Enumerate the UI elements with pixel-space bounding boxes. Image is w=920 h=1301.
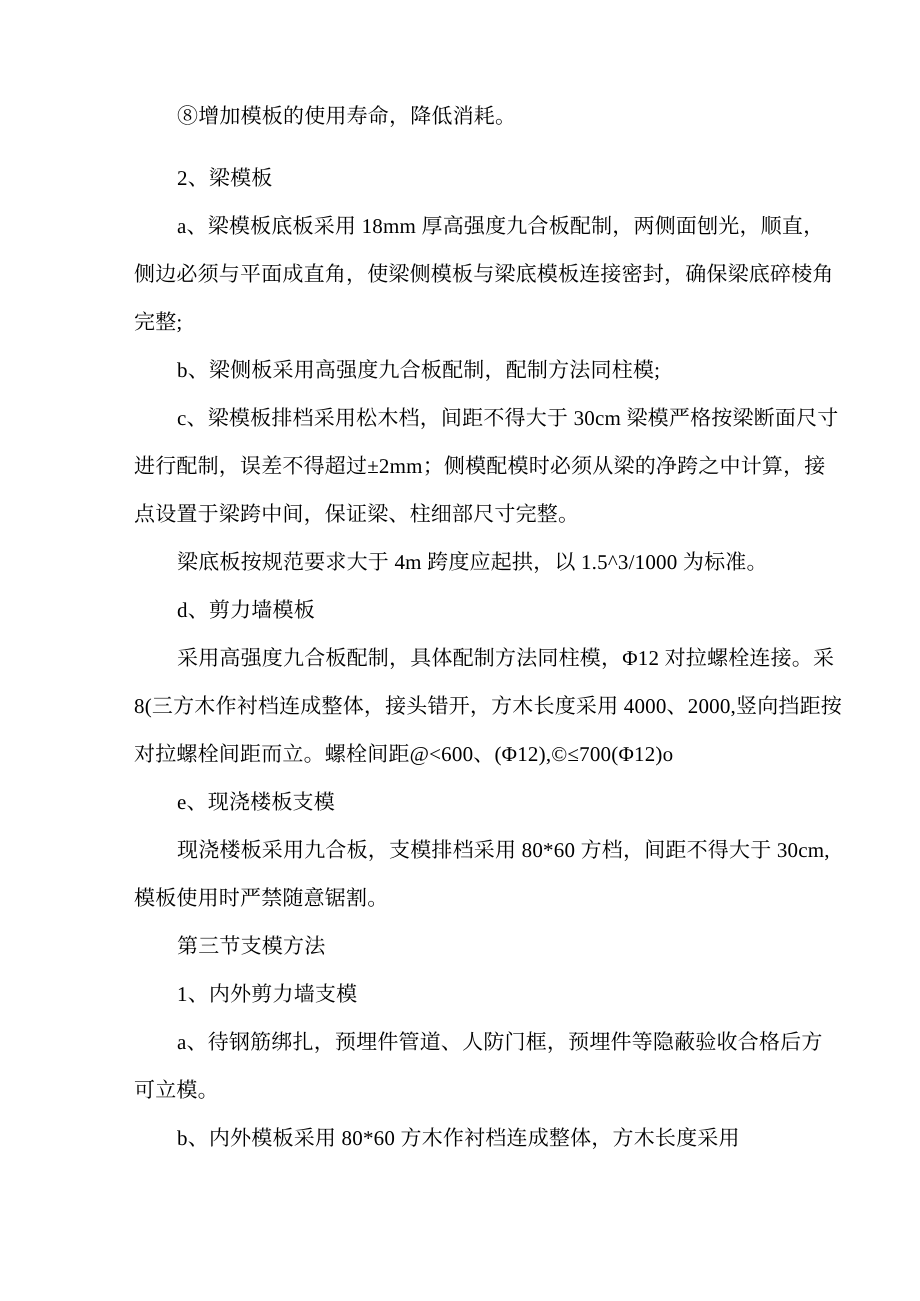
document-line: e、现浇楼板支模 bbox=[177, 790, 335, 814]
document-line: c、梁模板排档采用松木档，间距不得大于 30cm 梁模严格按梁断面尺寸 bbox=[177, 406, 839, 430]
document-line: 梁底板按规范要求大于 4m 跨度应起拱，以 1.5^3/1000 为标准。 bbox=[177, 550, 768, 574]
document-line: 点设置于梁跨中间，保证梁、柱细部尺寸完整。 bbox=[134, 502, 580, 526]
document-line: 第三节支模方法 bbox=[177, 934, 326, 958]
document-line: a、梁模板底板采用 18mm 厚高强度九合板配制，两侧面刨光，顺直， bbox=[177, 214, 825, 238]
document-line: 2、梁模板 bbox=[177, 166, 273, 190]
document-body bbox=[134, 92, 840, 1162]
document-line: 现浇楼板采用九合板，支模排档采用 80*60 方档，间距不得大于 30cm, bbox=[177, 838, 830, 862]
document-line: 采用高强度九合板配制，具体配制方法同柱模，Φ12 对拉螺栓连接。采 bbox=[177, 646, 835, 670]
document-line: 侧边必须与平面成直角，使梁侧模板与梁底模板连接密封，确保梁底碎棱角 bbox=[134, 262, 834, 286]
document-line: 1、内外剪力墙支模 bbox=[177, 982, 358, 1006]
document-line: a、待钢筋绑扎，预埋件管道、人防门框，预埋件等隐蔽验收合格后方 bbox=[177, 1030, 823, 1054]
document-line: ⑧增加模板的使用寿命，降低消耗。 bbox=[177, 104, 517, 128]
document-line: 8(三方木作衬档连成整体，接头错开，方木长度采用 4000、2000,竖向挡距按 bbox=[134, 694, 842, 718]
document-line: 对拉螺栓间距而立。螺栓间距@<600、(Φ12),©≤700(Φ12)o bbox=[134, 742, 674, 766]
document-line: b、梁侧板采用高强度九合板配制，配制方法同柱模; bbox=[177, 358, 661, 382]
document-line: 进行配制，误差不得超过±2mm；侧模配模时必须从梁的净跨之中计算，接 bbox=[134, 454, 826, 478]
document-line: 完整; bbox=[134, 310, 183, 334]
document-line: 可立模。 bbox=[134, 1078, 219, 1102]
document-line: d、剪力墙模板 bbox=[177, 598, 315, 622]
document-line: 模板使用时严禁随意锯割。 bbox=[134, 886, 389, 910]
document-line: b、内外模板采用 80*60 方木作衬档连成整体，方木长度采用 bbox=[177, 1126, 740, 1150]
